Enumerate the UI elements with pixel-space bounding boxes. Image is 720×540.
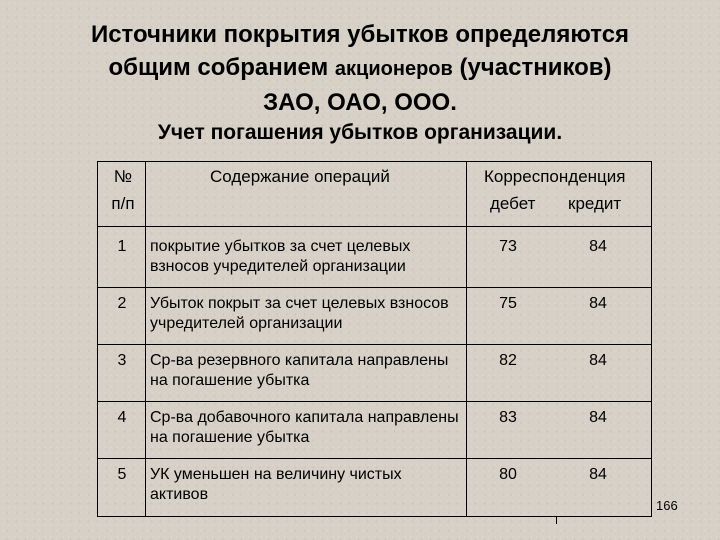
slide-subtitle: Учет погашения убытков организации. [157, 121, 563, 144]
title-line-3: ЗАО, ОАО, ООО. [263, 89, 457, 116]
row-2-debit: 75 [499, 295, 517, 312]
table-border-bottom [97, 516, 651, 517]
table-border-left [97, 161, 98, 517]
title-line-2a: общим собранием [108, 54, 329, 81]
table-border-right [651, 161, 652, 517]
row-5-debit: 80 [499, 466, 517, 483]
table-border-top [97, 161, 651, 162]
row-2-text: Убыток покрыт за счет целевых взносов учредителей организации [150, 295, 449, 332]
row-1-credit: 84 [589, 238, 607, 255]
tick-mark [556, 516, 557, 524]
row-divider [97, 458, 651, 459]
header-correspondence: Корреспонденция [484, 167, 626, 186]
row-3-num: 3 [117, 352, 127, 369]
row-3-text: Ср-ва резервного капитала направлены на погашение убытка [150, 352, 449, 389]
row-divider [97, 344, 651, 345]
row-divider [97, 287, 651, 288]
row-divider [97, 401, 651, 402]
title-line-1: Источники покрытия убытков определяются [90, 21, 630, 48]
row-4-num: 4 [117, 409, 127, 426]
header-content: Содержание операций [210, 167, 390, 186]
row-5-text: УК уменьшен на величину чистых активов [150, 466, 402, 503]
header-num-pp: п/п [111, 194, 135, 213]
row-5-num: 5 [117, 466, 127, 483]
header-credit: кредит [568, 194, 622, 213]
header-num: № [113, 167, 133, 186]
row-4-debit: 83 [499, 409, 517, 426]
slide-title [40, 18, 680, 119]
row-4-text: Ср-ва добавочного капитала направлены на погашение убытка [150, 409, 459, 446]
row-2-credit: 84 [589, 295, 607, 312]
row-1-text: покрытие убытков за счет целевых взносов учредителей организации [150, 238, 411, 275]
column-divider [466, 161, 467, 517]
row-3-credit: 84 [589, 352, 607, 369]
row-divider [97, 226, 651, 227]
row-2-num: 2 [117, 295, 127, 312]
title-line-2 [40, 51, 680, 86]
title-line-2c: (участников) [459, 54, 612, 81]
column-divider [145, 161, 146, 517]
row-4-credit: 84 [589, 409, 607, 426]
row-1-debit: 73 [499, 238, 517, 255]
page-number: 166 [656, 498, 678, 513]
header-debit: дебет [490, 194, 536, 213]
row-3-debit: 82 [499, 352, 517, 369]
row-5-credit: 84 [589, 466, 607, 483]
title-line-2b: акционеров [334, 58, 453, 80]
row-1-num: 1 [117, 238, 127, 255]
